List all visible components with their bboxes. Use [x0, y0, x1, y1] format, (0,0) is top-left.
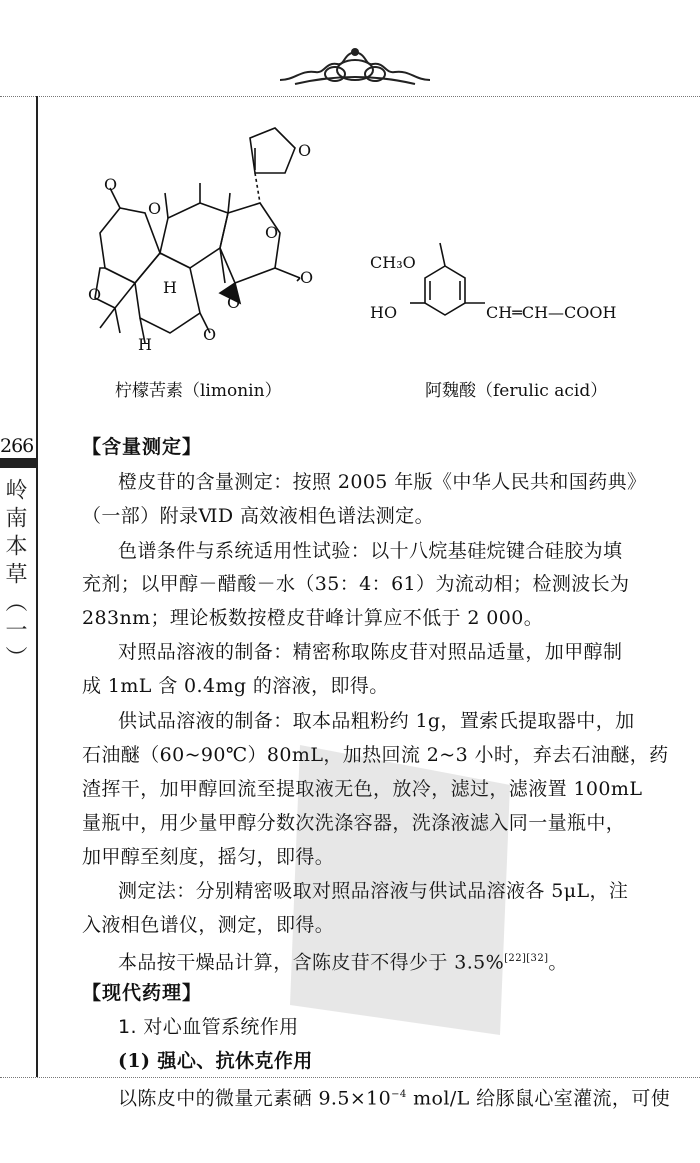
citation-reference: [22][32]	[504, 953, 549, 964]
paragraph-line: 橙皮苷的含量测定：按照 2005 年版《中华人民共和国药典》	[118, 471, 647, 493]
svg-text:O: O	[203, 325, 217, 344]
sidebar-rule	[36, 96, 38, 1077]
svg-text:O: O	[227, 293, 241, 312]
conclusion-text: 本品按干燥品计算，含陈皮苷不得少于 3.5%	[118, 951, 505, 974]
paragraph-text: 以陈皮中的微量元素硒 9.5×10	[118, 1087, 392, 1110]
svg-text:O: O	[265, 223, 279, 242]
paragraph-line: 成 1mL 含 0.4mg 的溶液，即得。	[82, 675, 389, 697]
section-title-content-determination: 【含量测定】	[82, 436, 203, 458]
footer-rule	[0, 1077, 700, 1078]
ferulic-chain-label: CH═CH—COOH	[486, 303, 617, 322]
paragraph-line: 283nm；理论板数按橙皮苷峰计算应不低于 2 000。	[82, 607, 544, 629]
subsection-title: (1) 强心、抗休克作用	[118, 1050, 313, 1072]
svg-text:O: O	[298, 141, 312, 160]
header-rule	[0, 96, 700, 97]
svg-text:O: O	[88, 285, 102, 304]
ferulic-acid-caption: 阿魏酸（ferulic acid）	[425, 381, 608, 401]
paragraph-line: 渣挥干，加甲醇回流至提取液无色，放冷，滤过，滤液置 100mL	[82, 778, 643, 800]
paragraph-line: （一部）附录ⅥD 高效液相色谱法测定。	[82, 505, 434, 527]
header-ornament	[275, 40, 435, 90]
paragraph-line: 色谱条件与系统适用性试验：以十八烷基硅烷键合硅胶为填	[118, 540, 623, 562]
paragraph-text-end: mol/L 给豚鼠心室灌流，可使	[406, 1087, 671, 1110]
paragraph-line: 石油醚（60~90℃）80mL，加热回流 2~3 小时，弃去石油醚，药	[82, 744, 669, 766]
subsection-title: 1. 对心血管系统作用	[118, 1016, 299, 1038]
exponent: −4	[391, 1089, 407, 1100]
paragraph-line: 对照品溶液的制备：精密称取陈皮苷对照品适量，加甲醇制	[118, 641, 623, 663]
limonin-caption: 柠檬苦素（limonin）	[115, 381, 282, 401]
section-title-modern-pharmacology: 【现代药理】	[82, 982, 203, 1004]
paragraph-line: 量瓶中，用少量甲醇分数次洗涤容器，洗涤液滤入同一量瓶中，	[82, 812, 626, 834]
ferulic-hydroxy-label: HO	[370, 303, 398, 322]
page-number: 266	[0, 435, 34, 457]
chemical-structures-figure	[60, 118, 640, 368]
paragraph-line: 加甲醇至刻度，摇匀，即得。	[82, 846, 335, 868]
svg-text:H: H	[138, 335, 152, 354]
paragraph-line: 供试品溶液的制备：取本品粗粉约 1g，置索氏提取器中，加	[118, 710, 635, 732]
svg-text:O: O	[148, 199, 162, 218]
paragraph-line	[118, 948, 568, 973]
paragraph-line	[118, 1084, 670, 1109]
page-tab-marker	[0, 458, 38, 468]
paragraph-line: 测定法：分别精密吸取对照品溶液与供试品溶液各 5μL，注	[118, 880, 629, 902]
conclusion-end: 。	[548, 951, 568, 974]
svg-text:O: O	[104, 175, 118, 194]
svg-text:H: H	[163, 278, 177, 297]
svg-text:O: O	[300, 268, 314, 287]
paragraph-line: 充剂；以甲醇－醋酸－水（35：4：61）为流动相；检测波长为	[82, 573, 630, 595]
paragraph-line: 入液相色谱仪，测定，即得。	[82, 914, 335, 936]
ferulic-acid-structure	[410, 243, 485, 315]
book-title: 岭南本草（一）	[2, 478, 27, 674]
ferulic-methoxy-label: CH₃O	[370, 253, 416, 272]
